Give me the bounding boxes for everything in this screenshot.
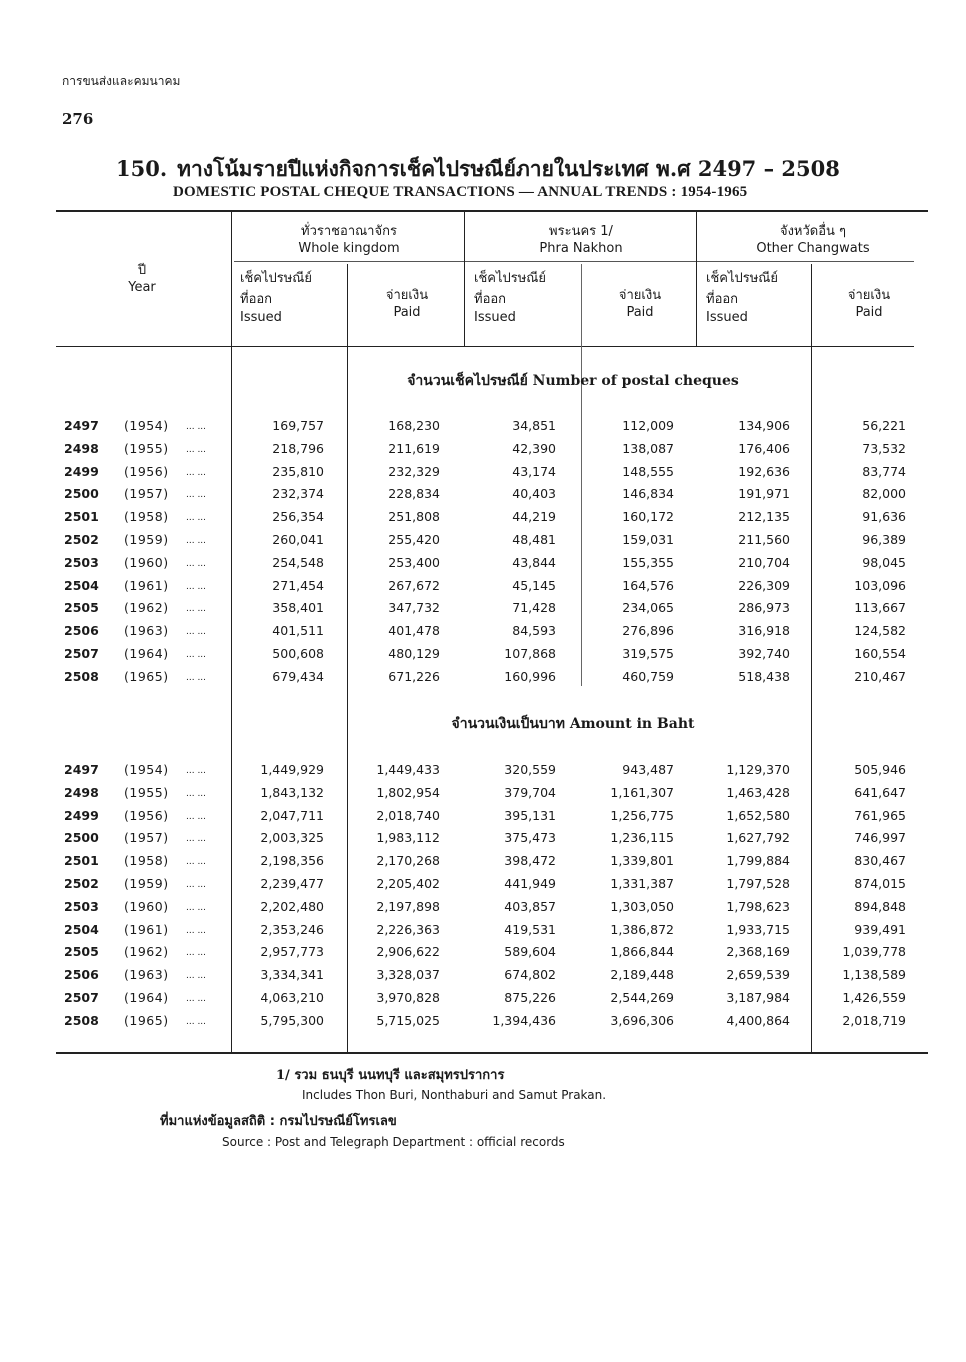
table-top-rule [56, 210, 928, 212]
whole-kingdom-paid-cell: 2,197,898 [376, 898, 440, 914]
year-be-cell: 2500 [64, 486, 99, 502]
phra-nakhon-paid-cell: 112,009 [622, 418, 674, 433]
phra-nakhon-issued-cell: 44,219 [512, 509, 556, 525]
other-changwats-paid-cell: 113,667 [854, 600, 906, 616]
header-bottom-rule [56, 346, 914, 347]
phra-nakhon-issued-cell: 160,996 [504, 668, 556, 684]
whole-kingdom-issued-cell: 1,843,132 [260, 784, 324, 800]
other-changwats-paid-cell: 73,532 [862, 440, 906, 456]
year-be-cell: 2497 [64, 418, 99, 433]
other-changwats-paid-cell: 874,015 [854, 876, 906, 891]
other-changwats-issued-cell: 518,438 [738, 668, 790, 684]
other-changwats-paid-cell: 1,138,589 [842, 967, 906, 983]
paid-thai: จ่ายเงิน [618, 288, 662, 303]
leader-dots: ... ... [186, 948, 207, 959]
leader-dots: ... ... [186, 444, 207, 455]
table-row [0, 967, 966, 987]
year-ad-cell: (1962) [124, 600, 169, 616]
paid-english: Paid [855, 305, 883, 320]
year-ad-cell: (1964) [124, 646, 169, 661]
year-ad-cell: (1959) [124, 876, 169, 891]
phra-nakhon-issued-cell: 34,851 [512, 418, 556, 433]
leader-dots: ... ... [186, 650, 207, 660]
leader-dots: ... ... [186, 834, 207, 845]
paid-header [584, 287, 696, 321]
year-be-cell: 2508 [64, 668, 99, 684]
phra-nakhon-issued-cell: 107,868 [504, 646, 556, 661]
year-be-cell: 2499 [64, 807, 99, 823]
leader-dots: ... ... [186, 604, 207, 615]
table-row [0, 669, 966, 689]
phra-nakhon-paid-cell: 148,555 [622, 463, 674, 479]
whole-kingdom-paid-cell: 1,802,954 [376, 784, 440, 800]
phra-nakhon-issued-cell: 84,593 [512, 623, 556, 639]
whole-kingdom-issued-cell: 2,957,773 [260, 944, 324, 960]
other-changwats-issued-cell: 191,971 [738, 486, 790, 502]
phra-nakhon-paid-cell: 319,575 [622, 646, 674, 661]
leader-dots: ... ... [186, 672, 207, 683]
table-row [0, 762, 966, 782]
page-number: 276 [62, 110, 94, 128]
phra-nakhon-paid-cell: 1,303,050 [610, 898, 674, 914]
whole-kingdom-paid-cell: 1,449,433 [376, 762, 440, 777]
table-row [0, 600, 966, 620]
phra-nakhon-paid-cell: 943,487 [622, 762, 674, 777]
other-changwats-paid-cell: 98,045 [862, 554, 906, 570]
phra-nakhon-issued-cell: 395,131 [504, 807, 556, 823]
leader-dots: ... ... [186, 558, 207, 569]
other-changwats-paid-cell: 103,096 [854, 577, 906, 593]
whole-kingdom-paid-cell: 2,170,268 [376, 853, 440, 869]
other-changwats-issued-cell: 1,797,528 [726, 876, 790, 891]
year-be-cell: 2504 [64, 921, 99, 937]
paid-thai: จ่ายเงิน [847, 288, 891, 303]
whole-kingdom-paid-cell: 671,226 [388, 668, 440, 684]
phra-nakhon-paid-cell: 276,896 [622, 623, 674, 639]
year-ad-cell: (1965) [124, 668, 169, 684]
whole-kingdom-issued-cell: 2,003,325 [260, 830, 324, 846]
whole-kingdom-issued-cell: 2,047,711 [260, 807, 324, 823]
source-thai: ที่มาแห่งข้อมูลสถิติ : กรมไปรษณีย์โทรเลข [160, 1114, 397, 1129]
table-row [0, 623, 966, 643]
whole-kingdom-issued-cell: 1,449,929 [260, 762, 324, 777]
year-ad-cell: (1956) [124, 807, 169, 823]
phra-nakhon-issued-cell: 674,802 [504, 967, 556, 983]
year-be-cell: 2502 [64, 876, 99, 891]
table-row [0, 830, 966, 850]
leader-dots: ... ... [186, 902, 207, 913]
year-ad-cell: (1957) [124, 830, 169, 846]
year-be-cell: 2500 [64, 830, 99, 846]
other-changwats-issued-cell: 392,740 [738, 646, 790, 661]
whole-kingdom-paid-cell: 232,329 [388, 463, 440, 479]
year-ad-cell: (1961) [124, 577, 169, 593]
phra-nakhon-issued-cell: 375,473 [504, 830, 556, 846]
year-ad-cell: (1960) [124, 554, 169, 570]
table-bottom-rule [56, 1052, 928, 1054]
whole-kingdom-issued-cell: 2,198,356 [260, 853, 324, 869]
phra-nakhon-paid-cell: 155,355 [622, 554, 674, 570]
year-ad-cell: (1964) [124, 990, 169, 1005]
leader-dots: ... ... [186, 925, 207, 936]
phra-nakhon-issued-cell: 589,604 [504, 944, 556, 960]
other-changwats-paid-cell: 746,997 [854, 830, 906, 846]
group-header-phra-nakhon [466, 223, 696, 257]
phra-nakhon-paid-cell: 1,331,387 [610, 876, 674, 891]
other-changwats-issued-cell: 1,933,715 [726, 921, 790, 937]
paid-english: Paid [393, 305, 421, 320]
leader-dots: ... ... [186, 994, 207, 1004]
paid-thai: จ่ายเงิน [385, 288, 429, 303]
phra-nakhon-issued-cell: 441,949 [504, 876, 556, 891]
whole-kingdom-issued-cell: 358,401 [272, 600, 324, 616]
phra-nakhon-issued-cell: 40,403 [512, 486, 556, 502]
table-row [0, 922, 966, 942]
table-row [0, 785, 966, 805]
phra-nakhon-paid-cell: 1,386,872 [610, 921, 674, 937]
table-row [0, 808, 966, 828]
section-title-number-of-cheques: จำนวนเช็คไปรษณีย์ Number of postal cheques [407, 373, 739, 389]
issued-thai-2: ที่ออก [474, 292, 507, 307]
phra-nakhon-issued-cell: 320,559 [504, 762, 556, 777]
group-english: Phra Nakhon [539, 241, 623, 256]
group-thai: ทั่วราชอาณาจักร [301, 224, 397, 239]
group-english: Whole kingdom [298, 241, 400, 256]
group-thai: จังหวัดอื่น ๆ [779, 224, 847, 239]
whole-kingdom-issued-cell: 2,353,246 [260, 921, 324, 937]
footnote-english: Includes Thon Buri, Nonthaburi and Samut Prakan. [302, 1088, 607, 1102]
paid-header [350, 287, 464, 321]
whole-kingdom-paid-cell: 3,970,828 [376, 990, 440, 1005]
issued-thai-1: เช็คไปรษณีย์ [474, 271, 546, 286]
year-be-cell: 2508 [64, 1012, 99, 1028]
table-row [0, 555, 966, 575]
year-ad-cell: (1957) [124, 486, 169, 502]
table-row [0, 646, 966, 666]
issued-english: Issued [706, 310, 748, 325]
phra-nakhon-paid-cell: 460,759 [622, 668, 674, 684]
other-changwats-paid-cell: 830,467 [854, 853, 906, 869]
year-be-cell: 2502 [64, 532, 99, 547]
whole-kingdom-issued-cell: 232,374 [272, 486, 324, 502]
year-be-cell: 2505 [64, 600, 99, 616]
phra-nakhon-paid-cell: 234,065 [622, 600, 674, 616]
phra-nakhon-issued-cell: 379,704 [504, 784, 556, 800]
other-changwats-paid-cell: 82,000 [862, 486, 906, 502]
table-title-thai [116, 153, 840, 186]
whole-kingdom-paid-cell: 253,400 [388, 554, 440, 570]
issued-header [240, 270, 340, 327]
other-changwats-paid-cell: 1,039,778 [842, 944, 906, 960]
running-head: การขนส่งและคมนาคม [62, 74, 181, 88]
other-changwats-issued-cell: 1,463,428 [726, 784, 790, 800]
group-divider-2 [696, 212, 697, 346]
year-ad-cell: (1960) [124, 898, 169, 914]
leader-dots: ... ... [186, 857, 207, 868]
phra-nakhon-issued-cell: 419,531 [504, 921, 556, 937]
whole-kingdom-paid-cell: 2,906,622 [376, 944, 440, 960]
whole-kingdom-paid-cell: 255,420 [388, 532, 440, 547]
whole-kingdom-issued-cell: 3,334,341 [260, 967, 324, 983]
issued-thai-1: เช็คไปรษณีย์ [240, 271, 312, 286]
phra-nakhon-paid-cell: 138,087 [622, 440, 674, 456]
phra-nakhon-paid-cell: 159,031 [622, 532, 674, 547]
leader-dots: ... ... [186, 422, 207, 432]
other-changwats-issued-cell: 4,400,864 [726, 1012, 790, 1028]
phra-nakhon-paid-cell: 2,189,448 [610, 967, 674, 983]
year-ad-cell: (1959) [124, 532, 169, 547]
year-header-thai: ปี [137, 263, 147, 278]
leader-dots: ... ... [186, 490, 207, 501]
year-be-cell: 2503 [64, 898, 99, 914]
group-header-whole-kingdom [234, 223, 464, 257]
other-changwats-issued-cell: 1,129,370 [726, 762, 790, 777]
year-be-cell: 2507 [64, 646, 99, 661]
phra-nakhon-paid-cell: 1,256,775 [610, 807, 674, 823]
year-ad-cell: (1961) [124, 921, 169, 937]
year-be-cell: 2504 [64, 577, 99, 593]
other-changwats-issued-cell: 2,659,539 [726, 967, 790, 983]
table-row [0, 990, 966, 1010]
other-changwats-paid-cell: 124,582 [854, 623, 906, 639]
other-changwats-issued-cell: 226,309 [738, 577, 790, 593]
other-changwats-issued-cell: 212,135 [738, 509, 790, 525]
table-row [0, 464, 966, 484]
phra-nakhon-paid-cell: 1,236,115 [610, 830, 674, 846]
whole-kingdom-issued-cell: 500,608 [272, 646, 324, 661]
table-row [0, 578, 966, 598]
other-changwats-paid-cell: 91,636 [862, 509, 906, 525]
table-row [0, 532, 966, 552]
other-changwats-paid-cell: 505,946 [854, 762, 906, 777]
table-row [0, 853, 966, 873]
phra-nakhon-issued-cell: 403,857 [504, 898, 556, 914]
other-changwats-issued-cell: 1,652,580 [726, 807, 790, 823]
table-row [0, 509, 966, 529]
leader-dots: ... ... [186, 880, 207, 890]
section-title-amount-in-baht: จำนวนเงินเป็นบาท Amount in Baht [451, 716, 695, 732]
whole-kingdom-paid-cell: 3,328,037 [376, 967, 440, 983]
phra-nakhon-paid-cell: 1,866,844 [610, 944, 674, 960]
year-header-english: Year [128, 280, 156, 295]
leader-dots: ... ... [186, 467, 207, 478]
whole-kingdom-paid-cell: 1,983,112 [376, 830, 440, 846]
whole-kingdom-paid-cell: 267,672 [388, 577, 440, 593]
year-ad-cell: (1965) [124, 1012, 169, 1028]
phra-nakhon-issued-cell: 1,394,436 [492, 1012, 556, 1028]
whole-kingdom-issued-cell: 169,757 [272, 418, 324, 433]
whole-kingdom-issued-cell: 2,239,477 [260, 876, 324, 891]
other-changwats-issued-cell: 3,187,984 [726, 990, 790, 1005]
issued-english: Issued [240, 310, 282, 325]
whole-kingdom-issued-cell: 679,434 [272, 668, 324, 684]
other-changwats-issued-cell: 176,406 [738, 440, 790, 456]
year-be-cell: 2499 [64, 463, 99, 479]
whole-kingdom-issued-cell: 218,796 [272, 440, 324, 456]
issued-english: Issued [474, 310, 516, 325]
issued-header [474, 270, 574, 327]
other-changwats-issued-cell: 210,704 [738, 554, 790, 570]
leader-dots: ... ... [186, 811, 207, 822]
phra-nakhon-issued-cell: 875,226 [504, 990, 556, 1005]
year-be-cell: 2506 [64, 623, 99, 639]
whole-kingdom-issued-cell: 256,354 [272, 509, 324, 525]
title-thai-text: ทางโน้มรายปีแห่งกิจการเช็คไปรษณีย์ภายในประเทศ พ.ศ 2497 – 2508 [177, 156, 840, 181]
whole-kingdom-issued-cell: 254,548 [272, 554, 324, 570]
group-thai: พระนคร 1/ [549, 224, 613, 239]
other-changwats-issued-cell: 286,973 [738, 600, 790, 616]
year-ad-cell: (1963) [124, 967, 169, 983]
other-changwats-issued-cell: 211,560 [738, 532, 790, 547]
phra-nakhon-issued-cell: 48,481 [512, 532, 556, 547]
table-row [0, 876, 966, 896]
year-ad-cell: (1963) [124, 623, 169, 639]
other-changwats-issued-cell: 316,918 [738, 623, 790, 639]
issued-thai-2: ที่ออก [706, 292, 739, 307]
year-be-cell: 2507 [64, 990, 99, 1005]
group-english: Other Changwats [756, 241, 870, 256]
phra-nakhon-paid-cell: 1,339,801 [610, 853, 674, 869]
other-changwats-paid-cell: 83,774 [862, 463, 906, 479]
whole-kingdom-issued-cell: 2,202,480 [260, 898, 324, 914]
whole-kingdom-paid-cell: 168,230 [388, 418, 440, 433]
other-changwats-paid-cell: 761,965 [854, 807, 906, 823]
other-changwats-issued-cell: 1,627,792 [726, 830, 790, 846]
whole-kingdom-issued-cell: 4,063,210 [260, 990, 324, 1005]
phra-nakhon-paid-cell: 2,544,269 [610, 990, 674, 1005]
issued-thai-2: ที่ออก [240, 292, 273, 307]
whole-kingdom-paid-cell: 480,129 [388, 646, 440, 661]
other-changwats-paid-cell: 2,018,719 [842, 1012, 906, 1028]
table-number: 150. [116, 156, 168, 181]
other-changwats-issued-cell: 2,368,169 [726, 944, 790, 960]
other-changwats-issued-cell: 1,799,884 [726, 853, 790, 869]
other-changwats-paid-cell: 160,554 [854, 646, 906, 661]
whole-kingdom-paid-cell: 5,715,025 [376, 1012, 440, 1028]
year-be-cell: 2497 [64, 762, 99, 777]
year-ad-cell: (1954) [124, 762, 169, 777]
year-ad-cell: (1956) [124, 463, 169, 479]
other-changwats-paid-cell: 56,221 [862, 418, 906, 433]
year-be-cell: 2506 [64, 967, 99, 983]
phra-nakhon-issued-cell: 398,472 [504, 853, 556, 869]
phra-nakhon-issued-cell: 71,428 [512, 600, 556, 616]
phra-nakhon-issued-cell: 45,145 [512, 577, 556, 593]
leader-dots: ... ... [186, 581, 207, 592]
other-changwats-paid-cell: 210,467 [854, 668, 906, 684]
phra-nakhon-issued-cell: 43,844 [512, 554, 556, 570]
issued-thai-1: เช็คไปรษณีย์ [706, 271, 778, 286]
table-row [0, 441, 966, 461]
other-changwats-paid-cell: 96,389 [862, 532, 906, 547]
whole-kingdom-issued-cell: 235,810 [272, 463, 324, 479]
leader-dots: ... ... [186, 536, 207, 546]
whole-kingdom-issued-cell: 271,454 [272, 577, 324, 593]
whole-kingdom-paid-cell: 251,808 [388, 509, 440, 525]
group-header-other-changwats [698, 223, 928, 257]
leader-dots: ... ... [186, 1016, 207, 1027]
whole-kingdom-issued-cell: 260,041 [272, 532, 324, 547]
phra-nakhon-paid-cell: 160,172 [622, 509, 674, 525]
whole-kingdom-issued-cell: 401,511 [272, 623, 324, 639]
other-changwats-issued-cell: 134,906 [738, 418, 790, 433]
phra-nakhon-paid-cell: 1,161,307 [610, 784, 674, 800]
year-header [110, 262, 174, 296]
whole-kingdom-paid-cell: 2,205,402 [376, 876, 440, 891]
footnote-thai: 1/ รวม ธนบุรี นนทบุรี และสมุทรปราการ [276, 1068, 505, 1083]
leader-dots: ... ... [186, 788, 207, 799]
year-ad-cell: (1958) [124, 509, 169, 525]
year-be-cell: 2498 [64, 784, 99, 800]
phra-nakhon-issued-cell: 42,390 [512, 440, 556, 456]
whole-kingdom-issued-cell: 5,795,300 [260, 1012, 324, 1028]
whole-kingdom-paid-cell: 211,619 [388, 440, 440, 456]
leader-dots: ... ... [186, 971, 207, 982]
leader-dots: ... ... [186, 627, 207, 638]
phra-nakhon-issued-cell: 43,174 [512, 463, 556, 479]
paid-header [814, 287, 924, 321]
year-be-cell: 2503 [64, 554, 99, 570]
year-ad-cell: (1958) [124, 853, 169, 869]
phra-nakhon-paid-cell: 3,696,306 [610, 1012, 674, 1028]
other-changwats-paid-cell: 641,647 [854, 784, 906, 800]
table-row [0, 1013, 966, 1033]
paid-english: Paid [626, 305, 654, 320]
year-be-cell: 2505 [64, 944, 99, 960]
other-changwats-issued-cell: 192,636 [738, 463, 790, 479]
whole-kingdom-paid-cell: 228,834 [388, 486, 440, 502]
year-be-cell: 2501 [64, 853, 99, 869]
year-be-cell: 2498 [64, 440, 99, 456]
group-header-rule [234, 261, 914, 262]
phra-nakhon-paid-cell: 146,834 [622, 486, 674, 502]
other-changwats-paid-cell: 894,848 [854, 898, 906, 914]
year-ad-cell: (1962) [124, 944, 169, 960]
year-ad-cell: (1955) [124, 440, 169, 456]
other-changwats-paid-cell: 1,426,559 [842, 990, 906, 1005]
whole-kingdom-paid-cell: 2,018,740 [376, 807, 440, 823]
table-row [0, 486, 966, 506]
table-row [0, 418, 966, 438]
other-changwats-paid-cell: 939,491 [854, 921, 906, 937]
other-changwats-issued-cell: 1,798,623 [726, 898, 790, 914]
source-english: Source : Post and Telegraph Department : official records [222, 1135, 565, 1149]
whole-kingdom-paid-cell: 347,732 [388, 600, 440, 616]
issued-header [706, 270, 806, 327]
whole-kingdom-paid-cell: 401,478 [388, 623, 440, 639]
whole-kingdom-paid-cell: 2,226,363 [376, 921, 440, 937]
year-ad-cell: (1955) [124, 784, 169, 800]
year-ad-cell: (1954) [124, 418, 169, 433]
table-row [0, 944, 966, 964]
table-title-english: DOMESTIC POSTAL CHEQUE TRANSACTIONS — ANNUAL TRENDS : 1954-1965 [173, 184, 748, 200]
leader-dots: ... ... [186, 513, 207, 524]
leader-dots: ... ... [186, 766, 207, 776]
table-row [0, 899, 966, 919]
phra-nakhon-paid-cell: 164,576 [622, 577, 674, 593]
year-be-cell: 2501 [64, 509, 99, 525]
group-divider-1 [464, 212, 465, 346]
